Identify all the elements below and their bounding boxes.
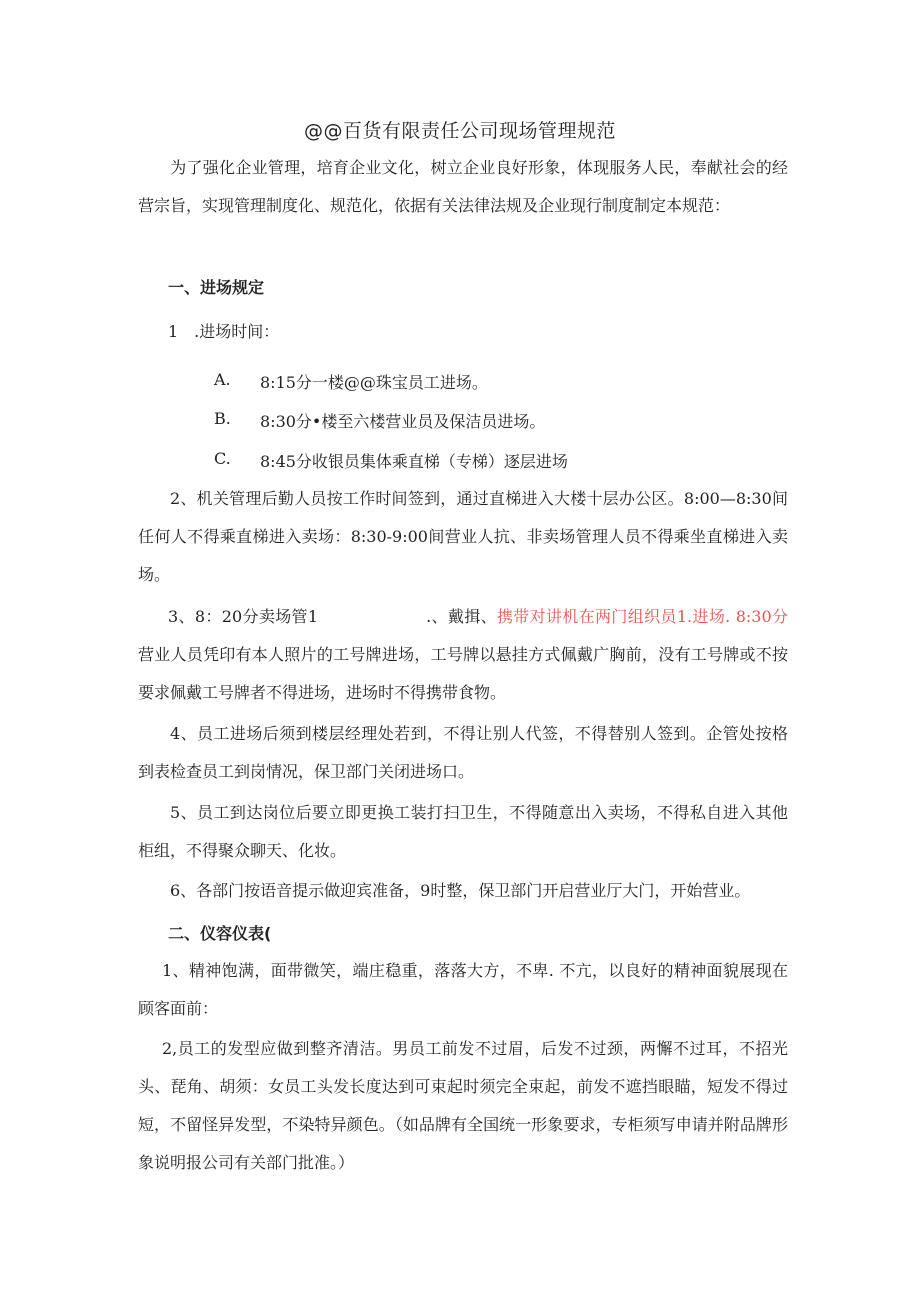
- paragraph-3-part-b: .、戴揖、: [426, 607, 497, 626]
- paragraph-3-highlight-1: 携带对讲机在两门组织员1.进: [496, 607, 709, 626]
- section-1-paragraph-4: [138, 715, 788, 791]
- item-marker: A.: [214, 370, 231, 389]
- item-text: 8:15分一楼@@珠宝员工进场。: [260, 373, 488, 392]
- section-1-paragraph-6: [138, 872, 788, 910]
- section-1-paragraph-2: [138, 480, 788, 594]
- section-1-paragraph-5: [138, 794, 788, 870]
- paragraph-text: 6、各部门按语音提示做迎宾准备，9时整，保卫部门开启营业厅大门，开始营业。: [170, 881, 751, 900]
- paragraph-3-part-a: 3、8：20分卖场管1: [168, 607, 319, 626]
- item-text: 8:45分收银员集体乘直梯（专梯）逐层进场: [260, 452, 568, 471]
- section-1-heading: 一、进场规定: [168, 278, 265, 297]
- section-2-paragraph-2: [138, 1030, 788, 1182]
- intro-paragraph: [138, 149, 788, 225]
- paragraph-text: 2、机关管理后勤人员按工作时间签到，通过直梯进入大楼十层办公区。8:00—8:30间任何人不得乘直梯进入卖场：8:30-9:00间营业人抗、非卖场管理人员不得乘坐直梯进入卖场。: [138, 489, 788, 584]
- paragraph-text: 4、员工进场后须到楼层经理处若到，不得让别人代签，不得替别人签到。企管处按格到表检查员工到岗情况，保卫部门关闭进场口。: [138, 724, 788, 781]
- section-2-paragraph-1: [138, 952, 788, 1028]
- paragraph-3-part-c: 营业人员凭印有本人照片的工号牌进场，工号牌以悬挂方式佩戴广胸前，没有工号牌或不按要求佩戴工号牌者不得进场，进场时不得携带食物。: [138, 645, 788, 702]
- intro-text: 为了强化企业管理，培育企业文化，树立企业良好形象，体现服务人民，奉献社会的经营宗旨，实现管理制度化、规范化，依据有关法律法规及企业现行制度制定本规范：: [138, 158, 788, 215]
- paragraph-3-highlight-2: 场. 8:30分: [708, 607, 788, 626]
- paragraph-text: 5、员工到达岗位后要立即更换工装打扫卫生，不得随意出入卖场，不得私自进入其他柜组，不得聚众聊天、化妆。: [138, 803, 788, 860]
- entry-time-subheading: 1 .进场时间：: [168, 322, 280, 341]
- item-marker: C.: [214, 449, 231, 468]
- paragraph-text: 2,员工的发型应做到整齐清洁。男员工前发不过眉，后发不过颈，两懈不过耳，不招光头、琵角、胡须：女员工头发长度达到可束起时须完全束起，前发不遮挡眼瞄，短发不得过短，不留怪异发型，不染特异颜色。（如品牌有全国统一形象要求，专柜须写申请并附品牌形象说明报公司有关部门批准。）: [138, 1039, 788, 1172]
- section-1-paragraph-3: [138, 598, 788, 712]
- paragraph-text: 1、精神饱满，面带微笑，端庄稳重，落落大方，不卑. 不亢，以良好的精神面貌展现在顾客面前：: [138, 961, 788, 1018]
- item-marker: B.: [214, 409, 231, 428]
- section-2-heading: 二、仪容仪表(: [168, 924, 272, 943]
- document-title: @@百货有限责任公司现场管理规范: [303, 120, 616, 142]
- item-text: 8:30分•楼至六楼营业员及保洁员进场。: [260, 412, 546, 431]
